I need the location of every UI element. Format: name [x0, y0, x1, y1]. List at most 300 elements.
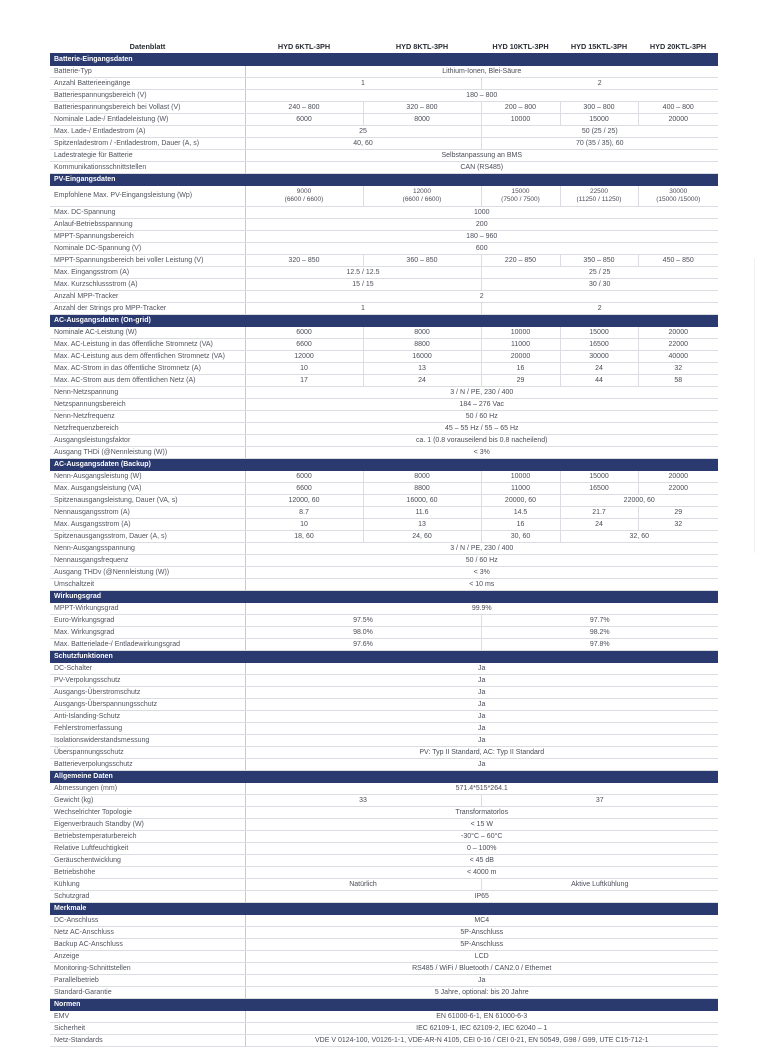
spec-label: Spitzenausgangsleistung, Dauer (VA, s) — [50, 495, 245, 507]
spec-label: Max. AC-Leistung aus dem öffentlichen Stromnetz (VA) — [50, 351, 245, 363]
spec-label: Batterieverpolungsschutz — [50, 759, 245, 771]
section-title: Wirkungsgrad — [50, 591, 718, 603]
spec-row — [50, 435, 718, 447]
spec-value-split: (6600 / 6600) — [284, 196, 324, 203]
section-title: Merkmale — [50, 903, 718, 915]
spec-value: 13 — [363, 363, 481, 375]
section-header — [50, 54, 718, 66]
section-header — [50, 771, 718, 783]
spec-value: 8.7 — [245, 507, 363, 519]
spec-value: 58 — [638, 375, 718, 387]
spec-value: 320 – 850 — [245, 255, 363, 267]
spec-value: 16000, 60 — [363, 495, 481, 507]
spec-value: 300 – 800 — [560, 102, 638, 114]
spec-row — [50, 735, 718, 747]
spec-value: 6600 — [245, 339, 363, 351]
spec-value: 240 – 800 — [245, 102, 363, 114]
spec-value-split: (7500 / 7500) — [501, 196, 540, 203]
spec-value: 14.5 — [481, 507, 560, 519]
spec-label: Nenn-Ausgangsspannung — [50, 543, 245, 555]
section-header — [50, 315, 718, 327]
spec-value: 97.7% — [481, 615, 718, 627]
spec-value: 180 – 960 — [245, 231, 718, 243]
spec-value — [245, 186, 363, 207]
spec-row — [50, 411, 718, 423]
spec-value: 13 — [363, 519, 481, 531]
spec-row — [50, 375, 718, 387]
spec-row — [50, 951, 718, 963]
spec-row — [50, 339, 718, 351]
model-header: HYD 10KTL-3PH — [492, 42, 549, 51]
spec-label: MPPT-Spannungsbereich — [50, 231, 245, 243]
spec-value: Ja — [245, 687, 718, 699]
spec-label: MPPT-Wirkungsgrad — [50, 603, 245, 615]
spec-row — [50, 90, 718, 102]
spec-label: Nominale AC-Leistung (W) — [50, 327, 245, 339]
spec-row — [50, 891, 718, 903]
spec-value: 6000 — [245, 114, 363, 126]
spec-value: 70 (35 / 35), 60 — [481, 138, 718, 150]
spec-value: 37 — [481, 795, 718, 807]
spec-row — [50, 399, 718, 411]
spec-label: Anzahl der Strings pro MPP-Tracker — [50, 303, 245, 315]
spec-label: Euro-Wirkungsgrad — [50, 615, 245, 627]
spec-value: Transformatorlos — [245, 807, 718, 819]
spec-value: 22000 — [638, 483, 718, 495]
spec-value: 12000 — [245, 351, 363, 363]
section-title: AC-Ausgangsdaten (Backup) — [50, 459, 718, 471]
spec-label: DC-Schalter — [50, 663, 245, 675]
spec-row — [50, 615, 718, 627]
spec-value: 15000 — [560, 327, 638, 339]
spec-label: Anzahl MPP-Tracker — [50, 291, 245, 303]
spec-value: 400 – 800 — [638, 102, 718, 114]
spec-label: EMV — [50, 1011, 245, 1023]
spec-value: 8800 — [363, 483, 481, 495]
spec-value: RS485 / WiFi / Bluetooth / CAN2.0 / Ethernet — [245, 963, 718, 975]
spec-value: 10000 — [481, 471, 560, 483]
spec-row — [50, 663, 718, 675]
spec-value: 11000 — [481, 339, 560, 351]
spec-label: Monitoring-Schnittstellen — [50, 963, 245, 975]
spec-row — [50, 639, 718, 651]
spec-value: Ja — [245, 675, 718, 687]
spec-label: Gewicht (kg) — [50, 795, 245, 807]
header-row — [50, 41, 718, 54]
spec-row — [50, 102, 718, 114]
spec-value: 10 — [245, 363, 363, 375]
spec-row — [50, 963, 718, 975]
spec-row — [50, 783, 718, 795]
spec-label: Max. Eingangsstrom (A) — [50, 267, 245, 279]
section-title: Schutzfunktionen — [50, 651, 718, 663]
spec-row — [50, 231, 718, 243]
spec-label: Ausgang THDv (@Nennleistung (W)) — [50, 567, 245, 579]
spec-label: Spitzenladestrom / -Entladestrom, Dauer (A, s) — [50, 138, 245, 150]
spec-value: 32, 60 — [560, 531, 718, 543]
spec-value: 8000 — [363, 327, 481, 339]
model-header: HYD 6KTL-3PH — [277, 42, 331, 51]
model-header: HYD 20KTL-3PH — [649, 42, 707, 51]
section-header — [50, 903, 718, 915]
spec-value: 1000 — [245, 207, 718, 219]
model-header: HYD 8KTL-3PH — [395, 42, 449, 51]
spec-value: CAN (RS485) — [245, 162, 718, 174]
spec-row — [50, 291, 718, 303]
section-title: AC-Ausgangsdaten (On-grid) — [50, 315, 718, 327]
spec-value: 22000 — [638, 339, 718, 351]
spec-label: Fehlerstromerfassung — [50, 723, 245, 735]
spec-value: 30 / 30 — [481, 279, 718, 291]
spec-value: 32 — [638, 519, 718, 531]
spec-value: 50 / 60 Hz — [245, 555, 718, 567]
datasheet — [50, 41, 718, 1047]
spec-value: IEC 62109-1, IEC 62109-2, IEC 62040 – 1 — [245, 1023, 718, 1035]
spec-label: Max. Kurzschlussstrom (A) — [50, 279, 245, 291]
spec-label: Ausgangsleistungsfaktor — [50, 435, 245, 447]
spec-value: 10000 — [481, 327, 560, 339]
section-header — [50, 459, 718, 471]
spec-row — [50, 939, 718, 951]
spec-value: 29 — [481, 375, 560, 387]
spec-row — [50, 162, 718, 174]
spec-row — [50, 867, 718, 879]
section-title: PV-Eingangsdaten — [50, 174, 718, 186]
spec-row — [50, 1023, 718, 1035]
spec-value-main: 15000 — [511, 188, 530, 195]
spec-value: 8800 — [363, 339, 481, 351]
spec-label: Batterie-Typ — [50, 66, 245, 78]
spec-value: VDE V 0124-100, V0126-1-1, VDE-AR-N 4105, CEI 0-16 / CEI 0-21, EN 50549, G98 / G99, UTE C15-712-1 — [245, 1035, 718, 1047]
spec-row — [50, 555, 718, 567]
spec-value: IP65 — [245, 891, 718, 903]
spec-value: Ja — [245, 759, 718, 771]
spec-label: Geräuschentwicklung — [50, 855, 245, 867]
spec-value: 16000 — [363, 351, 481, 363]
spec-label: Überspannungsschutz — [50, 747, 245, 759]
section-title: Allgemeine Daten — [50, 771, 718, 783]
spec-value: 18, 60 — [245, 531, 363, 543]
spec-value: < 3% — [245, 567, 718, 579]
spec-label: Abmessungen (mm) — [50, 783, 245, 795]
spec-value — [638, 186, 718, 207]
spec-value: 3 / N / PE, 230 / 400 — [245, 387, 718, 399]
spec-value: < 3% — [245, 447, 718, 459]
spec-value: 45 – 55 Hz / 55 – 65 Hz — [245, 423, 718, 435]
spec-label: Max. Lade-/ Entladestrom (A) — [50, 126, 245, 138]
spec-value: 98.0% — [245, 627, 481, 639]
spec-value: Selbstanpassung an BMS — [245, 150, 718, 162]
spec-value: 1 — [245, 303, 481, 315]
spec-label: Anzeige — [50, 951, 245, 963]
datasheet-title: Datenblatt — [129, 42, 166, 51]
spec-value: Ja — [245, 975, 718, 987]
spec-row — [50, 675, 718, 687]
spec-row — [50, 795, 718, 807]
spec-value: 50 (25 / 25) — [481, 126, 718, 138]
spec-value: Natürlich — [245, 879, 481, 891]
spec-value-split: (15000 /15000) — [656, 196, 701, 203]
spec-value: 20000 — [638, 327, 718, 339]
spec-label: Parallelbetrieb — [50, 975, 245, 987]
spec-value: PV: Typ II Standard, AC: Typ II Standard — [245, 747, 718, 759]
spec-value: 20000 — [638, 114, 718, 126]
spec-label: Nennausgangsstrom (A) — [50, 507, 245, 519]
spec-row — [50, 807, 718, 819]
spec-label: Nenn-Ausgangsleistung (W) — [50, 471, 245, 483]
spec-value: 10000 — [481, 114, 560, 126]
spec-value: 33 — [245, 795, 481, 807]
spec-label: Isolationswiderstandsmessung — [50, 735, 245, 747]
spec-row — [50, 519, 718, 531]
spec-label: Umschaltzeit — [50, 579, 245, 591]
spec-value: 2 — [245, 291, 718, 303]
spec-label: Betriebshöhe — [50, 867, 245, 879]
spec-value: 5P-Anschluss — [245, 927, 718, 939]
spec-row — [50, 219, 718, 231]
spec-value-main: 22500 — [589, 188, 609, 195]
spec-row — [50, 567, 718, 579]
spec-label: Netz-Standards — [50, 1035, 245, 1047]
section-title: Batterie-Eingangsdaten — [50, 54, 718, 66]
spec-label: Ausgangs-Überstromschutz — [50, 687, 245, 699]
spec-label: Relative Luftfeuchtigkeit — [50, 843, 245, 855]
spec-value: 10 — [245, 519, 363, 531]
spec-row — [50, 483, 718, 495]
spec-label: Ausgangs-Überspannungsschutz — [50, 699, 245, 711]
spec-label: Nennausgangsfrequenz — [50, 555, 245, 567]
spec-row — [50, 747, 718, 759]
spec-row — [50, 759, 718, 771]
spec-row — [50, 138, 718, 150]
spec-label: Nenn-Netzfrequenz — [50, 411, 245, 423]
spec-value — [560, 186, 638, 207]
spec-value: < 45 dB — [245, 855, 718, 867]
spec-label: PV-Verpolungsschutz — [50, 675, 245, 687]
spec-row — [50, 207, 718, 219]
spec-label: Wechselrichter Topologie — [50, 807, 245, 819]
spec-value: 12000, 60 — [245, 495, 363, 507]
spec-value: 8000 — [363, 114, 481, 126]
spec-label: Ausgang THDi (@Nennleistung (W)) — [50, 447, 245, 459]
spec-row — [50, 603, 718, 615]
spec-value: 11000 — [481, 483, 560, 495]
spec-label: Anti-Islanding-Schutz — [50, 711, 245, 723]
spec-row — [50, 927, 718, 939]
spec-value-main: 12000 — [412, 188, 432, 195]
spec-value: 6000 — [245, 471, 363, 483]
spec-row — [50, 387, 718, 399]
spec-value: 11.6 — [363, 507, 481, 519]
spec-row — [50, 267, 718, 279]
spec-value: 17 — [245, 375, 363, 387]
spec-value: 0 – 100% — [245, 843, 718, 855]
spec-value: < 10 ms — [245, 579, 718, 591]
spec-value: 50 / 60 Hz — [245, 411, 718, 423]
spec-value: 450 – 850 — [638, 255, 718, 267]
spec-row — [50, 255, 718, 267]
spec-value: 5 Jahre, optional: bis 20 Jahre — [245, 987, 718, 999]
spec-value: ca. 1 (0.8 vorauseilend bis 0.8 nacheilend) — [245, 435, 718, 447]
spec-label: Nominale DC-Spannung (V) — [50, 243, 245, 255]
spec-row — [50, 711, 718, 723]
spec-label: Max. AC-Strom aus dem öffentlichen Netz (A) — [50, 375, 245, 387]
spec-label: Nominale Lade-/ Entladeleistung (W) — [50, 114, 245, 126]
spec-row — [50, 831, 718, 843]
spec-row — [50, 114, 718, 126]
spec-row — [50, 687, 718, 699]
section-header — [50, 999, 718, 1011]
spec-value: 200 – 800 — [481, 102, 560, 114]
spec-row — [50, 975, 718, 987]
spec-row — [50, 363, 718, 375]
spec-value: 99.9% — [245, 603, 718, 615]
spec-row — [50, 279, 718, 291]
spec-value: < 4000 m — [245, 867, 718, 879]
spec-label: Max. AC-Strom in das öffentliche Stromnetz (A) — [50, 363, 245, 375]
spec-value: 3 / N / PE, 230 / 400 — [245, 543, 718, 555]
spec-label: Anlauf-Betriebsspannung — [50, 219, 245, 231]
spec-value: Ja — [245, 723, 718, 735]
spec-label: Max. AC-Leistung in das öffentliche Stromnetz (VA) — [50, 339, 245, 351]
spec-value: 20000, 60 — [481, 495, 560, 507]
spec-value: 20000 — [481, 351, 560, 363]
spec-label: Max. Wirkungsgrad — [50, 627, 245, 639]
spec-value: Ja — [245, 663, 718, 675]
spec-value: 15000 — [560, 471, 638, 483]
section-title: Normen — [50, 999, 718, 1011]
spec-label: Kommunikationsschnittstellen — [50, 162, 245, 174]
spec-value: 12.5 / 12.5 — [245, 267, 481, 279]
spec-value: Lithium-Ionen, Blei-Säure — [245, 66, 718, 78]
section-header — [50, 651, 718, 663]
spec-value: 24 — [363, 375, 481, 387]
spec-value: 25 — [245, 126, 481, 138]
spec-row — [50, 186, 718, 207]
spec-label: Eigenverbrauch Standby (W) — [50, 819, 245, 831]
spec-value: 24 — [560, 363, 638, 375]
spec-value: Ja — [245, 699, 718, 711]
spec-label: Max. DC-Spannung — [50, 207, 245, 219]
spec-row — [50, 1011, 718, 1023]
model-header: HYD 15KTL-3PH — [570, 42, 628, 51]
spec-row — [50, 819, 718, 831]
spec-label: Spitzenausgangsstrom, Dauer (A, s) — [50, 531, 245, 543]
spec-value: 220 – 850 — [481, 255, 560, 267]
spec-row — [50, 507, 718, 519]
spec-value: 97.6% — [245, 639, 481, 651]
spec-label: Netzspannungsbereich — [50, 399, 245, 411]
spec-value: 571.4*515*264.1 — [245, 783, 718, 795]
spec-row — [50, 243, 718, 255]
spec-row — [50, 843, 718, 855]
spec-value: 29 — [638, 507, 718, 519]
spec-value: 16 — [481, 519, 560, 531]
spec-label: Batteriespannungsbereich (V) — [50, 90, 245, 102]
spec-value: 6000 — [245, 327, 363, 339]
spec-value: 97.5% — [245, 615, 481, 627]
spec-label: Netz AC-Anschluss — [50, 927, 245, 939]
spec-value: 350 – 850 — [560, 255, 638, 267]
spec-value: 22000, 60 — [560, 495, 718, 507]
spec-value: -30°C – 60°C — [245, 831, 718, 843]
spec-row — [50, 150, 718, 162]
spec-row — [50, 351, 718, 363]
spec-value: EN 61000-6-1, EN 61000-6-3 — [245, 1011, 718, 1023]
spec-value-main: 30000 — [669, 188, 688, 195]
spec-value: 20000 — [638, 471, 718, 483]
spec-value: 6600 — [245, 483, 363, 495]
spec-value: 98.2% — [481, 627, 718, 639]
spec-value: 30000 — [560, 351, 638, 363]
spec-value: Ja — [245, 735, 718, 747]
spec-value: 1 — [245, 78, 481, 90]
spec-label: Standard-Garantie — [50, 987, 245, 999]
spec-label: Betriebstemperaturbereich — [50, 831, 245, 843]
spec-label: Sicherheit — [50, 1023, 245, 1035]
spec-value: Aktive Luftkühlung — [481, 879, 718, 891]
spec-table — [50, 41, 718, 1047]
spec-label: Netzfrequenzbereich — [50, 423, 245, 435]
spec-value: Ja — [245, 711, 718, 723]
spec-row — [50, 879, 718, 891]
spec-row — [50, 78, 718, 90]
spec-value: 2 — [481, 303, 718, 315]
spec-value: 2 — [481, 78, 718, 90]
spec-row — [50, 855, 718, 867]
spec-row — [50, 699, 718, 711]
spec-value: 8000 — [363, 471, 481, 483]
spec-label: MPPT-Spannungsbereich bei voller Leistung (V) — [50, 255, 245, 267]
spec-value-main: 9000 — [296, 188, 312, 195]
spec-row — [50, 531, 718, 543]
spec-label: DC-Anschluss — [50, 915, 245, 927]
spec-value: MC4 — [245, 915, 718, 927]
spec-value: < 15 W — [245, 819, 718, 831]
spec-value: 24, 60 — [363, 531, 481, 543]
spec-label: Schutzgrad — [50, 891, 245, 903]
spec-value: 97.8% — [481, 639, 718, 651]
spec-row — [50, 543, 718, 555]
spec-label: Ladestrategie für Batterie — [50, 150, 245, 162]
spec-label: Max. Batterielade-/ Entladewirkungsgrad — [50, 639, 245, 651]
spec-label: Anzahl Batterieeingänge — [50, 78, 245, 90]
spec-row — [50, 579, 718, 591]
spec-row — [50, 723, 718, 735]
spec-row — [50, 987, 718, 999]
spec-value: 40, 60 — [245, 138, 481, 150]
spec-value-split: (6600 / 6600) — [402, 196, 442, 203]
spec-row — [50, 66, 718, 78]
spec-value: 180 – 800 — [245, 90, 718, 102]
spec-value: 360 – 850 — [363, 255, 481, 267]
spec-row — [50, 126, 718, 138]
spec-row — [50, 447, 718, 459]
spec-value: 25 / 25 — [481, 267, 718, 279]
spec-value — [363, 186, 481, 207]
spec-label: Backup AC-Anschluss — [50, 939, 245, 951]
spec-value — [481, 186, 560, 207]
spec-value: 44 — [560, 375, 638, 387]
spec-value: 5P-Anschluss — [245, 939, 718, 951]
spec-value: 40000 — [638, 351, 718, 363]
spec-value: 16500 — [560, 483, 638, 495]
spec-body — [50, 54, 718, 1047]
spec-label: Nenn-Netzspannung — [50, 387, 245, 399]
spec-value: 15 / 15 — [245, 279, 481, 291]
spec-label: Kühlung — [50, 879, 245, 891]
spec-value: 30, 60 — [481, 531, 560, 543]
